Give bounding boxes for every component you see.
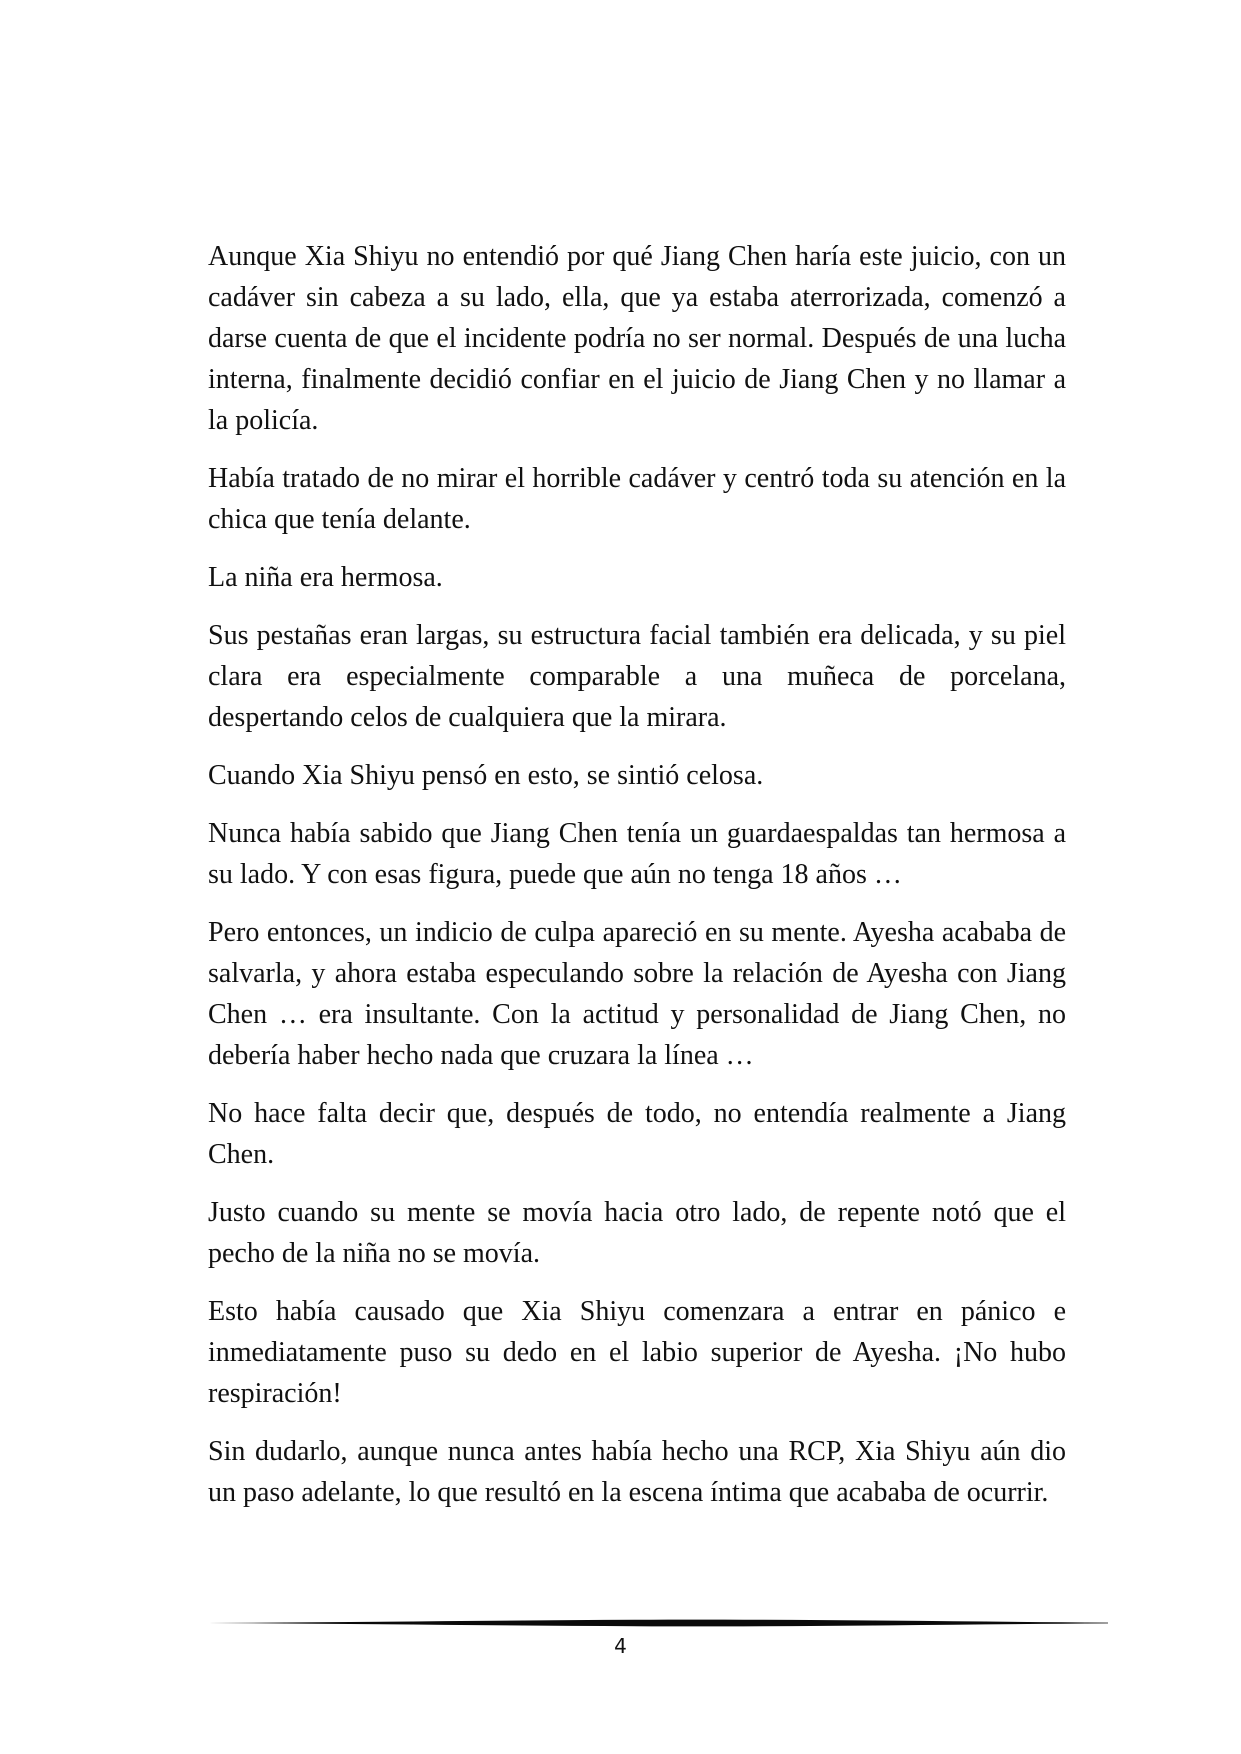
paragraph: Nunca había sabido que Jiang Chen tenía un guardaespaldas tan hermosa a su lado. Y con esas figura, puede que aún no tenga 18 años … <box>208 818 1066 890</box>
paragraph: Pero entonces, un indicio de culpa apareció en su mente. Ayesha acababa de salvarla, y ahora estaba especulando sobre la relación de Ayesha con Jiang Chen … era insultante. Con la actitud y personalidad de Jiang Chen, no debería haber hecho nada que cruzara la línea … <box>208 917 1066 1071</box>
paragraph: Cuando Xia Shiyu pensó en esto, se sintió celosa. <box>208 760 764 791</box>
paragraph: Sus pestañas eran largas, su estructura facial también era delicada, y su piel clara era especialmente comparable a una muñeca de porcelana, despertando celos de cualquiera que la mirara. <box>208 620 1066 733</box>
paragraph: No hace falta decir que, después de todo, no entendía realmente a Jiang Chen. <box>208 1098 1066 1170</box>
body-text <box>208 236 1066 1530</box>
paragraph: La niña era hermosa. <box>208 562 443 593</box>
paragraph: Sin dudarlo, aunque nunca antes había hecho una RCP, Xia Shiyu aún dio un paso adelante, lo que resultó en la escena íntima que acababa de ocurrir. <box>208 1436 1066 1508</box>
paragraph: Justo cuando su mente se movía hacia otro lado, de repente notó que el pecho de la niña no se movía. <box>208 1197 1066 1269</box>
paragraph: Había tratado de no mirar el horrible cadáver y centró toda su atención en la chica que tenía delante. <box>208 463 1066 535</box>
page-number: 4 <box>614 1634 627 1658</box>
paragraph: Aunque Xia Shiyu no entendió por qué Jiang Chen haría este juicio, con un cadáver sin cabeza a su lado, ella, que ya estaba aterrorizada, comenzó a darse cuenta de que el incidente podría no ser normal. Después de una lucha interna, finalmente decidió confiar en el juicio de Jiang Chen y no llamar a la policía. <box>208 241 1066 436</box>
paragraph: Esto había causado que Xia Shiyu comenzara a entrar en pánico e inmediatamente puso su dedo en el labio superior de Ayesha. ¡No hubo respiración! <box>208 1296 1066 1409</box>
footer-divider <box>208 1617 1108 1629</box>
